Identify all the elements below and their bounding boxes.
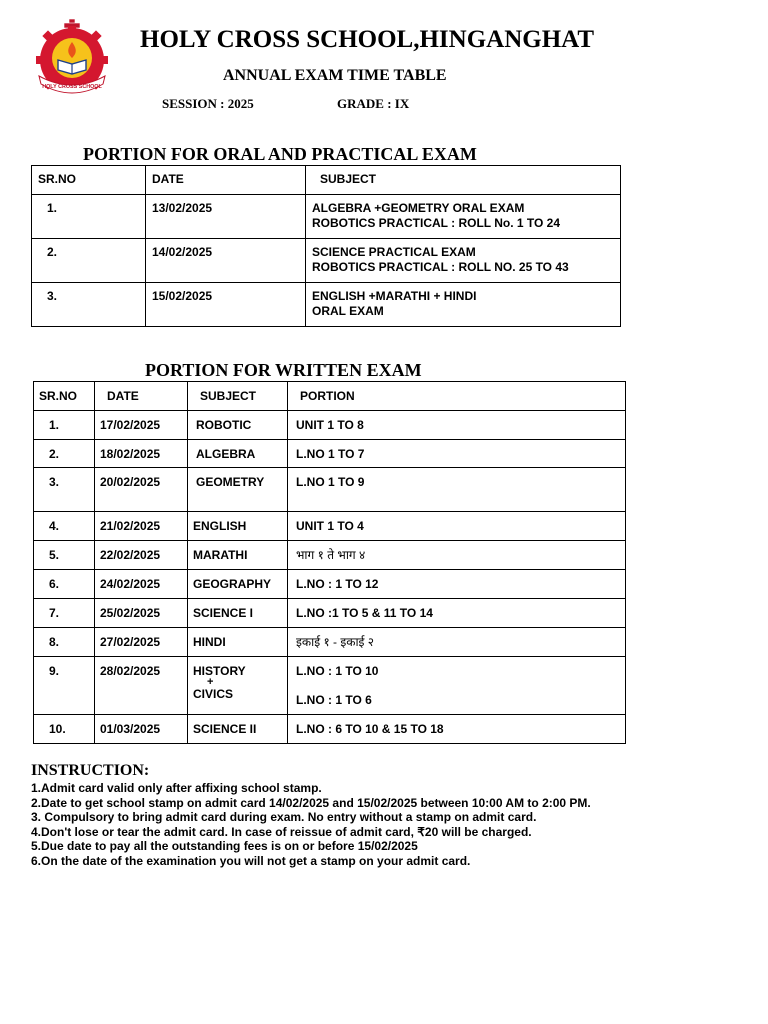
portion-line: L.NO : 1 TO 10 <box>296 664 379 678</box>
subject-cell: ENGLISH <box>188 512 288 541</box>
srno-cell: 1. <box>34 411 95 440</box>
srno-cell: 2. <box>34 440 95 468</box>
header-portion: PORTION <box>288 382 626 411</box>
subject-cell <box>306 239 621 283</box>
grade-label: GRADE : IX <box>337 96 410 111</box>
written-exam-table <box>33 381 626 744</box>
subject-cell <box>306 283 621 327</box>
table-row <box>34 628 626 657</box>
logo-text: HOLY CROSS SCHOOL <box>42 84 102 90</box>
instruction-item: 2.Date to get school stamp on admit card 14/02/2025 and 15/02/2025 between 10:00 AM to 2:00 PM. <box>31 795 591 810</box>
date-cell: 24/02/2025 <box>95 570 188 599</box>
header-date: DATE <box>146 166 306 195</box>
instruction-item: 3. Compulsory to bring admit card during exam. No entry without a stamp on admit card. <box>31 810 537 825</box>
subject-line: ORAL EXAM <box>312 304 384 318</box>
header-subject: SUBJECT <box>188 382 288 411</box>
srno-cell: 10. <box>34 715 95 744</box>
portion-cell: L.NO 1 TO 9 <box>288 468 626 512</box>
table-header-row <box>34 382 626 411</box>
subject-line: ENGLISH +MARATHI + HINDI <box>312 289 477 303</box>
portion-cell: UNIT 1 TO 4 <box>288 512 626 541</box>
table-header-row <box>32 166 621 195</box>
plus-sign: + <box>207 676 214 688</box>
portion-cell: UNIT 1 TO 8 <box>288 411 626 440</box>
date-cell: 28/02/2025 <box>95 657 188 715</box>
table-row <box>34 512 626 541</box>
instruction-item: 1.Admit card valid only after affixing school stamp. <box>31 781 322 795</box>
srno-cell: 6. <box>34 570 95 599</box>
exam-title: ANNUAL EXAM TIME TABLE <box>223 67 447 84</box>
subject-cell: SCIENCE I <box>188 599 288 628</box>
portion-cell: इकाई १ - इकाई २ <box>288 628 626 657</box>
portion-line: L.NO : 1 TO 6 <box>296 693 372 707</box>
table-row <box>32 283 621 327</box>
date-cell: 22/02/2025 <box>95 541 188 570</box>
subject-cell <box>306 195 621 239</box>
table-row <box>34 411 626 440</box>
session-label: SESSION : 2025 <box>162 96 254 111</box>
header-srno: SR.NO <box>32 166 146 195</box>
instruction-item: 5.Due date to pay all the outstanding fees is on or before 15/02/2025 <box>31 839 418 854</box>
header-srno: SR.NO <box>34 382 95 411</box>
srno-cell: 1. <box>32 195 146 239</box>
subject-cell: HINDI <box>188 628 288 657</box>
table-row <box>34 541 626 570</box>
subject-line: SCIENCE PRACTICAL EXAM <box>312 245 476 259</box>
oral-exam-table <box>31 165 621 327</box>
header-date: DATE <box>95 382 188 411</box>
srno-cell: 5. <box>34 541 95 570</box>
subject-cell: ALGEBRA <box>188 440 288 468</box>
srno-cell: 9. <box>34 657 95 715</box>
portion-cell: भाग १ ते भाग ४ <box>288 541 626 570</box>
srno-cell: 2. <box>32 239 146 283</box>
subject-cell: SCIENCE II <box>188 715 288 744</box>
subject-cell: MARATHI <box>188 541 288 570</box>
subject-cell <box>188 657 288 715</box>
date-cell: 13/02/2025 <box>146 195 306 239</box>
srno-cell: 4. <box>34 512 95 541</box>
table-row <box>32 195 621 239</box>
srno-cell: 3. <box>34 468 95 512</box>
portion-cell: L.NO :1 TO 5 & 11 TO 14 <box>288 599 626 628</box>
date-cell: 20/02/2025 <box>95 468 188 512</box>
subject-line: HISTORY <box>193 664 246 678</box>
subject-cell: GEOMETRY <box>188 468 288 512</box>
header-subject: SUBJECT <box>306 166 621 195</box>
subject-line: ALGEBRA +GEOMETRY ORAL EXAM <box>312 201 525 215</box>
date-cell: 15/02/2025 <box>146 283 306 327</box>
subject-cell: GEOGRAPHY <box>188 570 288 599</box>
date-cell: 21/02/2025 <box>95 512 188 541</box>
instruction-item: 6.On the date of the examination you will not get a stamp on your admit card. <box>31 853 471 868</box>
subject-line: ROBOTICS PRACTICAL : ROLL No. 1 TO 24 <box>312 216 561 230</box>
table-row <box>34 570 626 599</box>
school-name: HOLY CROSS SCHOOL,HINGANGHAT <box>140 26 595 53</box>
instruction-item: 4.Don't lose or tear the admit card. In case of reissue of admit card, ₹20 will be charged. <box>31 824 532 839</box>
table-row <box>34 657 626 715</box>
table-row <box>34 468 626 512</box>
srno-cell: 8. <box>34 628 95 657</box>
date-cell: 18/02/2025 <box>95 440 188 468</box>
instructions-heading: INSTRUCTION: <box>31 762 150 779</box>
portion-cell: L.NO : 1 TO 12 <box>288 570 626 599</box>
srno-cell: 3. <box>32 283 146 327</box>
school-logo <box>31 18 113 96</box>
subject-line: ROBOTICS PRACTICAL : ROLL NO. 25 TO 43 <box>312 260 569 274</box>
portion-cell: L.NO : 6 TO 10 & 15 TO 18 <box>288 715 626 744</box>
date-cell: 01/03/2025 <box>95 715 188 744</box>
oral-section-title: PORTION FOR ORAL AND PRACTICAL EXAM <box>83 144 477 164</box>
date-cell: 25/02/2025 <box>95 599 188 628</box>
portion-cell <box>288 657 626 715</box>
instructions-block <box>31 762 751 869</box>
date-cell: 27/02/2025 <box>95 628 188 657</box>
subject-line: CIVICS <box>193 687 234 701</box>
table-row <box>34 440 626 468</box>
subject-cell: ROBOTIC <box>188 411 288 440</box>
date-cell: 14/02/2025 <box>146 239 306 283</box>
table-row <box>34 715 626 744</box>
date-cell: 17/02/2025 <box>95 411 188 440</box>
srno-cell: 7. <box>34 599 95 628</box>
portion-cell: L.NO 1 TO 7 <box>288 440 626 468</box>
written-section-title: PORTION FOR WRITTEN EXAM <box>145 360 422 380</box>
table-row <box>34 599 626 628</box>
table-row <box>32 239 621 283</box>
